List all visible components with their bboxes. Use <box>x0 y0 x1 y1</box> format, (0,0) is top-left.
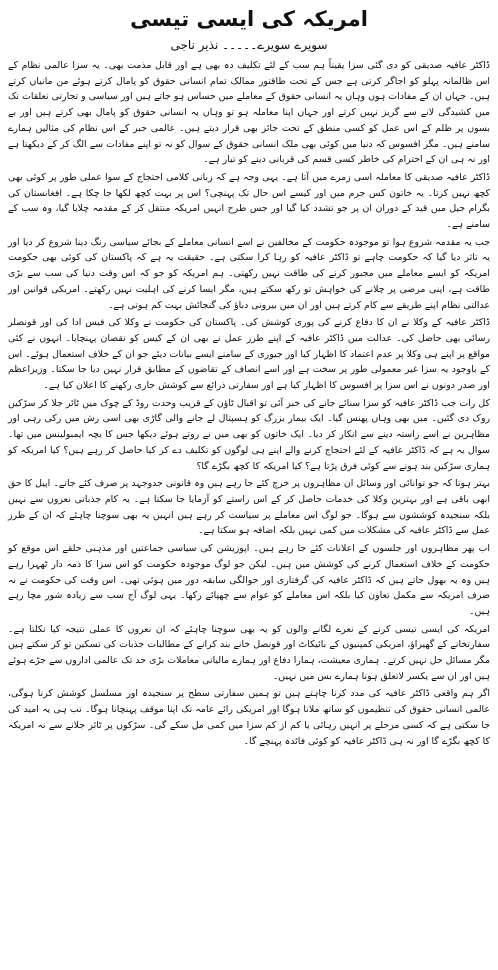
article-paragraph: جب یہ مقدمہ شروع ہوا تو موجودہ حکومت کے مخالفین نے اسے انسانی معاملے کے بجائے سیاسی رنگ دینا شروع کر دیا اور یہ تاثر دیا گیا کہ حکومت چاہے تو ڈاکٹر عافیہ کو رہا کرا سکتی ہے۔ حقیقت یہ ہے کہ پاکستان کی کوئی بھی حکومت امریکہ کو ایسے معاملے میں مجبور کرنے کی طاقت نہیں رکھتی۔ ہم امریکہ کو جو کہ اس وقت دنیا کی سب سے بڑی طاقت ہے، اپنی مرضی پر چلانے کی خواہش تو رکھ سکتے ہیں، مگر ایسا کرنے کی اہلیت نہیں رکھتے۔ امریکی قوانین اور عدالتی نظام اپنے طریقے سے کام کرتے ہیں اور ان میں بیرونی دباؤ کی گنجائش بہت کم ہوتی ہے۔ <box>8 236 490 311</box>
article-paragraph: ڈاکٹر عافیہ صدیقی کا معاملہ اسی زمرے میں آتا ہے۔ یہی وجہ ہے کہ زبانی کلامی احتجاج کے سوا عملی طور پر کوئی بھی کچھ نہیں کرتا۔ یہ خاتون کس جرم میں اور کیسے اس حال تک پہنچی؟ اس پر بہت کچھ لکھا جا چکا ہے۔ افغانستان کی بگرام جیل میں قید کے دوران ان پر جو تشدد کیا گیا اور جس طرح انہیں امریکہ منتقل کر کے مقدمہ چلایا گیا، وہ سب کے سامنے ہے۔ <box>8 171 490 231</box>
article-paragraph: ڈاکٹر عافیہ کے وکلا نے ان کا دفاع کرنے کی پوری کوشش کی۔ پاکستان کی حکومت نے وکلا کی فیس ادا کی اور قونصلر رسائی بھی حاصل کی۔ عدالت میں ڈاکٹر عافیہ کے اپنے طرز عمل نے بھی ان کے کیس کو نقصان پہنچایا۔ انہوں نے کئی مواقع پر اپنے ہی وکلا پر عدم اعتماد کا اظہار کیا اور جیوری کے سامنے ایسے بیانات دیئے جو ان کے خلاف استعمال ہوئے۔ اس کے باوجود یہ سزا غیر معمولی طور پر سخت ہے اور اسے انصاف کے تقاضوں کے مطابق قرار نہیں دیا جا سکتا۔ وزیراعظم اور صدر دونوں نے اس سزا پر افسوس کا اظہار کیا ہے اور سفارتی ذرائع سے کوشش جاری رکھنے کا اعلان کیا ہے۔ <box>8 317 490 392</box>
article-paragraph: اب پھر مظاہروں اور جلسوں کے اعلانات کئے جا رہے ہیں۔ اپوزیشن کی سیاسی جماعتیں اور مذہبی حلقے اس موقع کو حکومت کے خلاف استعمال کرنے کی کوشش میں ہیں۔ لیکن جو لوگ موجودہ حکومت کو اس سزا کا ذمہ دار ٹھہرا رہے ہیں وہ یہ بھول جاتے ہیں کہ ڈاکٹر عافیہ کی گرفتاری اور حوالگی سابقہ دور میں ہوئی تھی۔ اس وقت کی حکومت نے نہ صرف امریکہ سے مکمل تعاون کیا بلکہ اس معاملے کو عوام سے چھپائے رکھا۔ یہی لوگ آج سب سے زیادہ شور مچا رہے ہیں۔ <box>8 543 490 617</box>
article-paragraph: ڈاکٹر عافیہ صدیقی کو دی گئی سزا یقیناً ہم سب کے لئے تکلیف دہ بھی ہے اور قابل مذمت بھی۔ یہ سزا عالمی نظام کے اس ظالمانہ پہلو کو اجاگر کرتی ہے جس کے تحت طاقتور ممالک تمام انسانی حقوق کو پامال کرتے ہوئے من مانیاں کرتے ہیں۔ جہاں ان کے مفادات ہوں وہاں یہ انسانی حقوق کے معاملے میں حساس ہو جاتے ہیں اور سیاسی و تجارتی تعلقات تک میں کشیدگی لانے سے گریز نہیں کرتے اور جہاں اپنا معاملہ ہو تو وہاں یہ انسانی حقوق کو پامال بھی کرتے ہیں اور بے بسوں پر ظلم کے اس عمل کو کسی منطق کے تحت جائز بھی قرار دیتے ہیں۔ عالمی جبر کے اس نظام کی مثالیں ہمارے سامنے ہیں۔ مگر افسوس کہ دنیا میں کوئی بھی ملک انسانی حقوق کے سوال کو نہ تو اپنے مفادات سے الگ کر کے دیکھتا ہے اور نہ ہی ان کے احترام کی خاطر کسی قسم کی قربانی دینے کو تیار ہے۔ <box>8 60 490 166</box>
article-paragraph: کل رات جب ڈاکٹر عافیہ کو سزا سنائے جانے کی خبر آئی تو اقبال ٹاؤن کے قریب وحدت روڈ کے چوک میں ٹائر جلا کر سڑکیں روک دی گئیں۔ میں بھی وہاں پھنس گیا۔ ایک بیمار بزرگ کو ہسپتال لے جانے والی گاڑی بھی اسی رش میں رکی رہی اور مظاہرین نے اسے راستہ دینے سے انکار کر دیا۔ ایک خاتون کو بھی میں نے روتے ہوئے دیکھا جس کا بچہ ایمبولینس میں تھا۔ سوال یہ ہے کہ ڈاکٹر عافیہ کے لئے احتجاج کرنے والے اپنے ہی لوگوں کو تکلیف دے کر کیا حاصل کر رہے ہیں؟ کیا امریکہ کو ہماری سڑکیں بند ہونے سے کوئی فرق پڑتا ہے؟ کیا امریکہ کا کچھ بگڑے گا؟ <box>8 397 490 472</box>
article-paragraph: بہتر ہوتا کہ جو توانائی اور وسائل ان مظاہروں پر خرچ کئے جا رہے ہیں وہ قانونی جدوجہد پر صرف کئے جاتے۔ اپیل کا حق ابھی باقی ہے اور بہترین وکلا کی خدمات حاصل کر کے اس راستے کو آزمایا جا سکتا ہے۔ یہ کام جذباتی نعروں سے نہیں بلکہ سنجیدہ کوششوں سے ہوگا۔ جو لوگ اس معاملے پر سیاست کر رہے ہیں انہیں یہ بھی سوچنا چاہئے کہ ان کے طرز عمل سے ڈاکٹر عافیہ کی مشکلات میں کمی نہیں بلکہ اضافہ ہو سکتا ہے۔ <box>8 478 490 537</box>
article-headline: امریکہ کی ایسی تیسی <box>130 7 368 31</box>
article-paragraph: اگر ہم واقعی ڈاکٹر عافیہ کی مدد کرنا چاہتے ہیں تو ہمیں سفارتی سطح پر سنجیدہ اور مسلسل کوشش کرنا ہوگی، عالمی انسانی حقوق کی تنظیموں کو ساتھ ملانا ہوگا اور امریکی رائے عامہ تک اپنا موقف پہنچانا ہوگا۔ تب ہی یہ امید کی جا سکتی ہے کہ کسی مرحلے پر انہیں رہائی یا کم از کم سزا میں کمی مل سکے گی۔ سڑکوں پر ٹائر جلانے سے نہ امریکہ کا کچھ بگڑے گا اور نہ ہی ڈاکٹر عافیہ کو کوئی فائدہ پہنچے گا۔ <box>8 688 490 747</box>
article-byline: سویرے سویرے۔۔۔۔۔ نذیر ناجی <box>170 38 328 52</box>
article-body <box>8 58 490 749</box>
article-paragraph: امریکہ کی ایسی تیسی کرنے کے نعرے لگانے والوں کو یہ بھی سوچنا چاہئے کہ ان نعروں کا عملی نتیجہ کیا نکلتا ہے۔ سفارتخانے کے گھیراؤ، امریکی کمپنیوں کے بائیکاٹ اور قونصل خانے بند کرانے کے مطالبات جذبات کی تسکین تو کر سکتے ہیں مگر مسائل حل نہیں کرتے۔ ہماری معیشت، ہمارا دفاع اور ہمارے مالیاتی معاملات بڑی حد تک عالمی اداروں سے جڑے ہوئے ہیں اور ان سے یکسر لاتعلق ہونا ہمارے بس میں نہیں۔ <box>8 623 490 682</box>
